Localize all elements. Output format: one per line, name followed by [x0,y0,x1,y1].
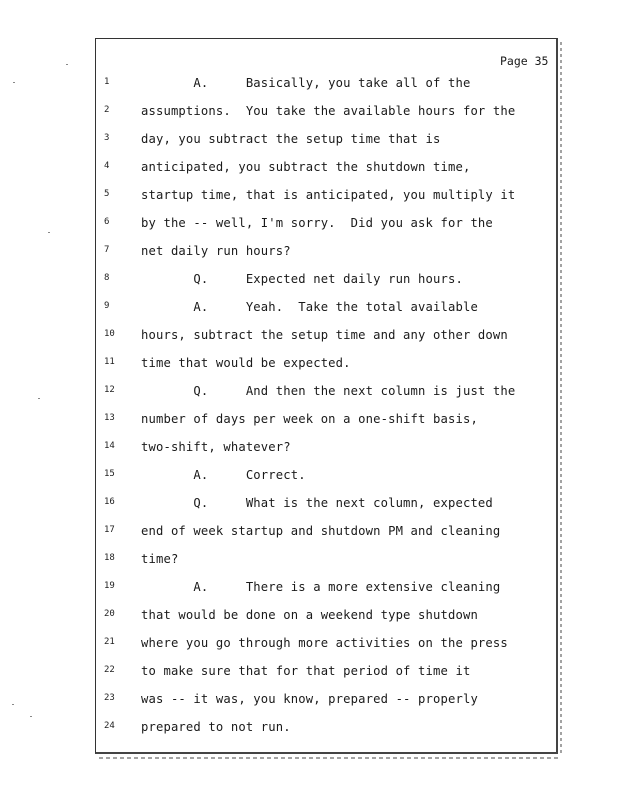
transcript-line [0,356,618,376]
scan-speck [66,64,68,65]
line-text: A. Correct. [141,468,306,482]
line-text: end of week startup and shutdown PM and cleaning [141,524,501,538]
line-number: 5 [104,189,110,199]
line-text: where you go through more activities on the press [141,636,508,650]
line-text: two-shift, whatever? [141,440,291,454]
scan-speck [38,398,40,399]
line-text: A. There is a more extensive cleaning [141,580,501,594]
line-number: 24 [104,721,115,731]
line-number: 6 [104,217,110,227]
line-text: that would be done on a weekend type shutdown [141,608,478,622]
transcript-line [0,216,618,236]
line-text: hours, subtract the setup time and any other down [141,328,508,342]
transcript-line [0,636,618,656]
line-number: 2 [104,105,110,115]
scan-speck [48,232,50,233]
transcript-line [0,580,618,600]
line-number: 13 [104,413,115,423]
line-text: number of days per week on a one-shift basis, [141,412,478,426]
transcript-line [0,328,618,348]
line-number: 1 [104,77,110,87]
transcript-line [0,524,618,544]
line-number: 18 [104,553,115,563]
transcript-line [0,412,618,432]
transcript-line [0,188,618,208]
line-number: 7 [104,245,110,255]
transcript-line [0,76,618,96]
transcript-line [0,496,618,516]
scan-speck [12,704,14,705]
line-number: 17 [104,525,115,535]
transcript-line [0,300,618,320]
line-text: assumptions. You take the available hours for the [141,104,516,118]
scan-speck [30,716,32,717]
transcript-line [0,552,618,572]
transcript-line [0,384,618,404]
page-number: Page 35 [500,54,549,68]
line-text: startup time, that is anticipated, you multiply it [141,188,516,202]
line-text: A. Yeah. Take the total available [141,300,478,314]
transcript-line [0,440,618,460]
transcript-line [0,104,618,124]
transcript-line [0,468,618,488]
line-number: 9 [104,301,110,311]
line-number: 14 [104,441,115,451]
line-text: prepared to not run. [141,720,291,734]
transcript-line [0,664,618,684]
line-number: 8 [104,273,110,283]
line-text: was -- it was, you know, prepared -- properly [141,692,478,706]
transcript-line [0,272,618,292]
line-number: 11 [104,357,115,367]
transcript-line [0,160,618,180]
line-number: 21 [104,637,115,647]
transcript-line [0,132,618,152]
line-text: time? [141,552,179,566]
line-text: anticipated, you subtract the shutdown time, [141,160,471,174]
line-text: time that would be expected. [141,356,351,370]
line-text: day, you subtract the setup time that is [141,132,441,146]
line-text: Q. And then the next column is just the [141,384,516,398]
line-text: to make sure that for that period of time it [141,664,471,678]
line-number: 12 [104,385,115,395]
line-number: 20 [104,609,115,619]
transcript-line [0,608,618,628]
line-number: 23 [104,693,115,703]
transcript-line [0,244,618,264]
scan-speck [13,82,15,83]
transcript-line [0,692,618,712]
line-text: Q. What is the next column, expected [141,496,493,510]
line-text: by the -- well, I'm sorry. Did you ask for the [141,216,493,230]
line-number: 19 [104,581,115,591]
line-number: 16 [104,497,115,507]
line-text: net daily run hours? [141,244,291,258]
line-number: 22 [104,665,115,675]
transcript-line [0,720,618,740]
line-number: 10 [104,329,115,339]
line-text: Q. Expected net daily run hours. [141,272,463,286]
line-text: A. Basically, you take all of the [141,76,471,90]
line-number: 4 [104,161,110,171]
line-number: 3 [104,133,110,143]
line-number: 15 [104,469,115,479]
